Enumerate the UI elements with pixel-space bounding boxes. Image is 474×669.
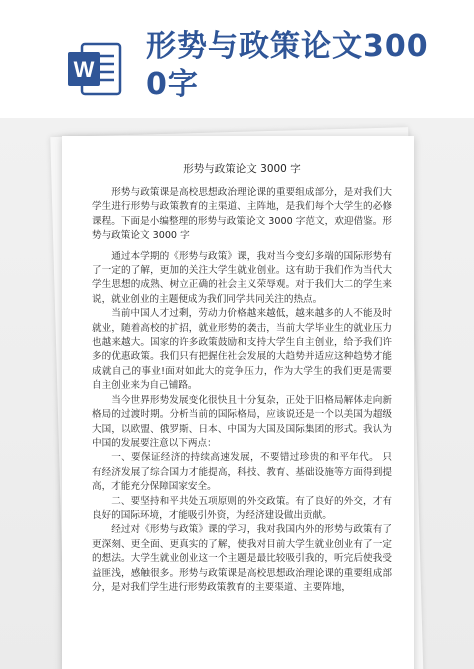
paragraph: 通过本学期的《形势与政策》课，我对当今变幻多端的国际形势有了一定的了解，更加的关注大学生就业创业。这有助于我们作为当代大学生思想的成熟、树立正确的社会主义荣辱观。对于我们大二的学生来说，就业创业的主题便成为我们同学共同关注的热点。 bbox=[92, 250, 392, 305]
paragraph: 二、要坚持和平共处五项原则的外交政策。有了良好的外交，才有良好的国际环境，才能吸引外资，为经济建设做出贡献。 bbox=[92, 495, 392, 521]
paragraph: 经过对《形势与政策》课的学习，我对我国内外的形势与政策有了更深刻、更全面、更真实的了解，使我对目前大学生就业创业有了一定的想法。大学生就业创业这一个主题是最比较吸引我的，听完后使我受益匪浅，感触很多。形势与政策课是高校思想政治理论课的重要组成部分，是对我们学生进行形势政策教育的主要渠道、主要阵地， bbox=[92, 524, 392, 593]
document-title: 形势与政策论文 3000 字 bbox=[183, 163, 301, 175]
page-header bbox=[0, 0, 474, 118]
word-icon-letter: W bbox=[73, 57, 95, 82]
paragraph: 一、要保证经济的持续高速发展，不要错过珍贵的和平年代。 只有经济发展了综合国力才能提高，科技、教育、基础设施等方面得到提高，才能充分保障国家安全。 bbox=[92, 452, 392, 493]
document-preview-area bbox=[0, 118, 474, 669]
paragraph: 形势与政策课是高校思想政治理论课的重要组成部分，是对我们大学生进行形势与政策教育的主渠道、主阵地，是我们每个大学生的必修课程。下面是小编整理的形势与政策论文 3000 字范文，欢迎借鉴。形势与政策论文 3000 字 bbox=[92, 187, 392, 242]
page-title: 形势与政策论文3000字 bbox=[146, 29, 429, 102]
paragraph: 当今世界形势发展变化很快且十分复杂，正处于旧格局解体走向新格局的过渡时期。分析当前的国际格局，应该说还是一个以美国为超级大国，以欧盟、俄罗斯、日本、中国为大国及国际集团的形式。我认为中国的发展要注意以下两点： bbox=[92, 394, 392, 449]
word-document-icon bbox=[66, 40, 124, 98]
paragraph: 当前中国人才过剩，劳动力价格越来越低，越来越多的人不能及时就业，随着高校的扩招，就业形势的袭击，当前大学毕业生的就业压力也越来越大。国家的许多政策鼓励和支持大学生自主创业，给予我们许多的优惠政策。我们只有把握住社会发展的大趋势并适应这种趋势才能成就自己的事业!面对如此大的竞争压力，作为大学生的我们更是需要自主创业来为自己铺路。 bbox=[92, 308, 392, 392]
document-page bbox=[62, 136, 414, 669]
